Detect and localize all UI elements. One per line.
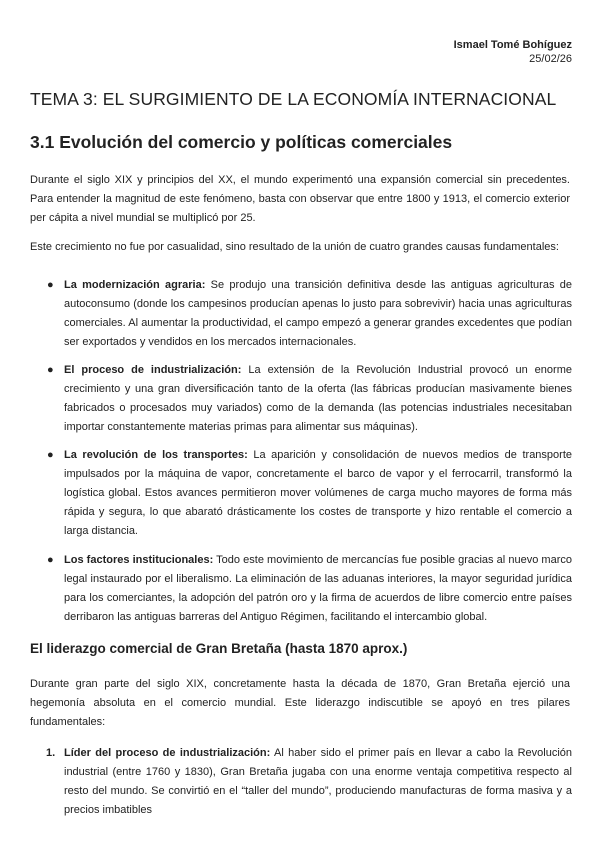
causes-intro-paragraph: Este crecimiento no fue por casualidad, sino resultado de la unión de cuatro grandes causas fundamentales: bbox=[30, 241, 559, 253]
list-number: 1. bbox=[46, 747, 56, 759]
cause-text: Se produjo una transición definitiva desde las antiguas agriculturas de autoconsumo (donde los campesinos producían apenas lo justo para sobrevivir) hacia unas agriculturas comerciales. Al aumentar la productividad, el campo empezó a generar grandes excedentes que podían ser exportados y vendidos en los mercados internacionales. bbox=[64, 279, 572, 348]
section-title: 3.1 Evolución del comercio y políticas comerciales bbox=[30, 132, 453, 152]
document-date: 25/02/26 bbox=[529, 53, 572, 65]
cause-text: La extensión de la Revolución Industrial provocó un enorme crecimiento y una gran diversificación tanto de la oferta (las fábricas producían masivamente bienes fabricados o procesados muy variados) como de la demanda (las potencias industriales necesitaban importar constantemente materias primas para alimentar sus máquinas). bbox=[64, 364, 572, 433]
pillar-label: Líder del proceso de industrialización: bbox=[64, 747, 271, 759]
cause-label: La modernización agraria: bbox=[64, 279, 206, 291]
cause-label: El proceso de industrialización: bbox=[64, 364, 242, 376]
cause-text: Todo este movimiento de mercancías fue posible gracias al nuevo marco legal instaurado por el liberalismo. La eliminación de las aduanas interiores, la mayor seguridad jurídica para los comerciantes, la adopción del patrón oro y la firma de acuerdos de libre comercio entre países derribaron las antiguas barreras del Antiguo Régimen, facilitando el intercambio global. bbox=[64, 554, 572, 623]
list-item-pillar bbox=[46, 744, 572, 820]
list-item-cause bbox=[47, 276, 572, 352]
cause-label: Los factores institucionales: bbox=[64, 554, 214, 566]
bullet-icon: ● bbox=[47, 279, 54, 291]
pillar-text: Al haber sido el primer país en llevar a cabo la Revolución industrial (entre 1760 y 1830), Gran Bretaña jugaba con una enorme ventaja competitiva respecto al resto del mundo. Se convirtió en el “taller del mundo”, produciendo manufacturas de forma masiva y a precios imbatibles bbox=[64, 747, 572, 816]
list-item-cause bbox=[47, 446, 573, 541]
list-item-cause bbox=[47, 551, 572, 627]
bullet-icon: ● bbox=[47, 449, 54, 461]
document-header bbox=[454, 38, 572, 66]
cause-label: La revolución de los transportes: bbox=[64, 449, 248, 461]
britain-paragraph: Durante gran parte del siglo XIX, concretamente hasta la década de 1870, Gran Bretaña ejerció una hegemonía absoluta en el comercio mundial. Este liderazgo indiscutible se apoyó en tres pilares fundamentales: bbox=[30, 678, 570, 728]
subsection-heading: El liderazgo comercial de Gran Bretaña (hasta 1870 aprox.) bbox=[30, 641, 408, 656]
bullet-icon: ● bbox=[47, 364, 54, 376]
document-title: TEMA 3: EL SURGIMIENTO DE LA ECONOMÍA INTERNACIONAL bbox=[30, 89, 557, 109]
intro-paragraph: Durante el siglo XIX y principios del XX, el mundo experimentó una expansión comercial sin precedentes. Para entender la magnitud de este fenómeno, basta con observar que entre 1800 y 1913, el comercio exterior per cápita a nivel mundial se multiplicó por 25. bbox=[30, 174, 570, 224]
cause-text: La aparición y consolidación de nuevos medios de transporte impulsados por la máquina de vapor, concretamente el barco de vapor y el ferrocarril, transformó la logística global. Estos avances permitieron mover volúmenes de carga mucho mayores de forma más rápida y segura, lo que abarató drásticamente los costes de transporte y hizo rentable el comercio a larga distancia. bbox=[64, 449, 573, 537]
author-name: Ismael Tomé Bohíguez bbox=[453, 39, 572, 51]
list-item-cause bbox=[47, 361, 572, 437]
bullet-icon: ● bbox=[47, 554, 54, 566]
